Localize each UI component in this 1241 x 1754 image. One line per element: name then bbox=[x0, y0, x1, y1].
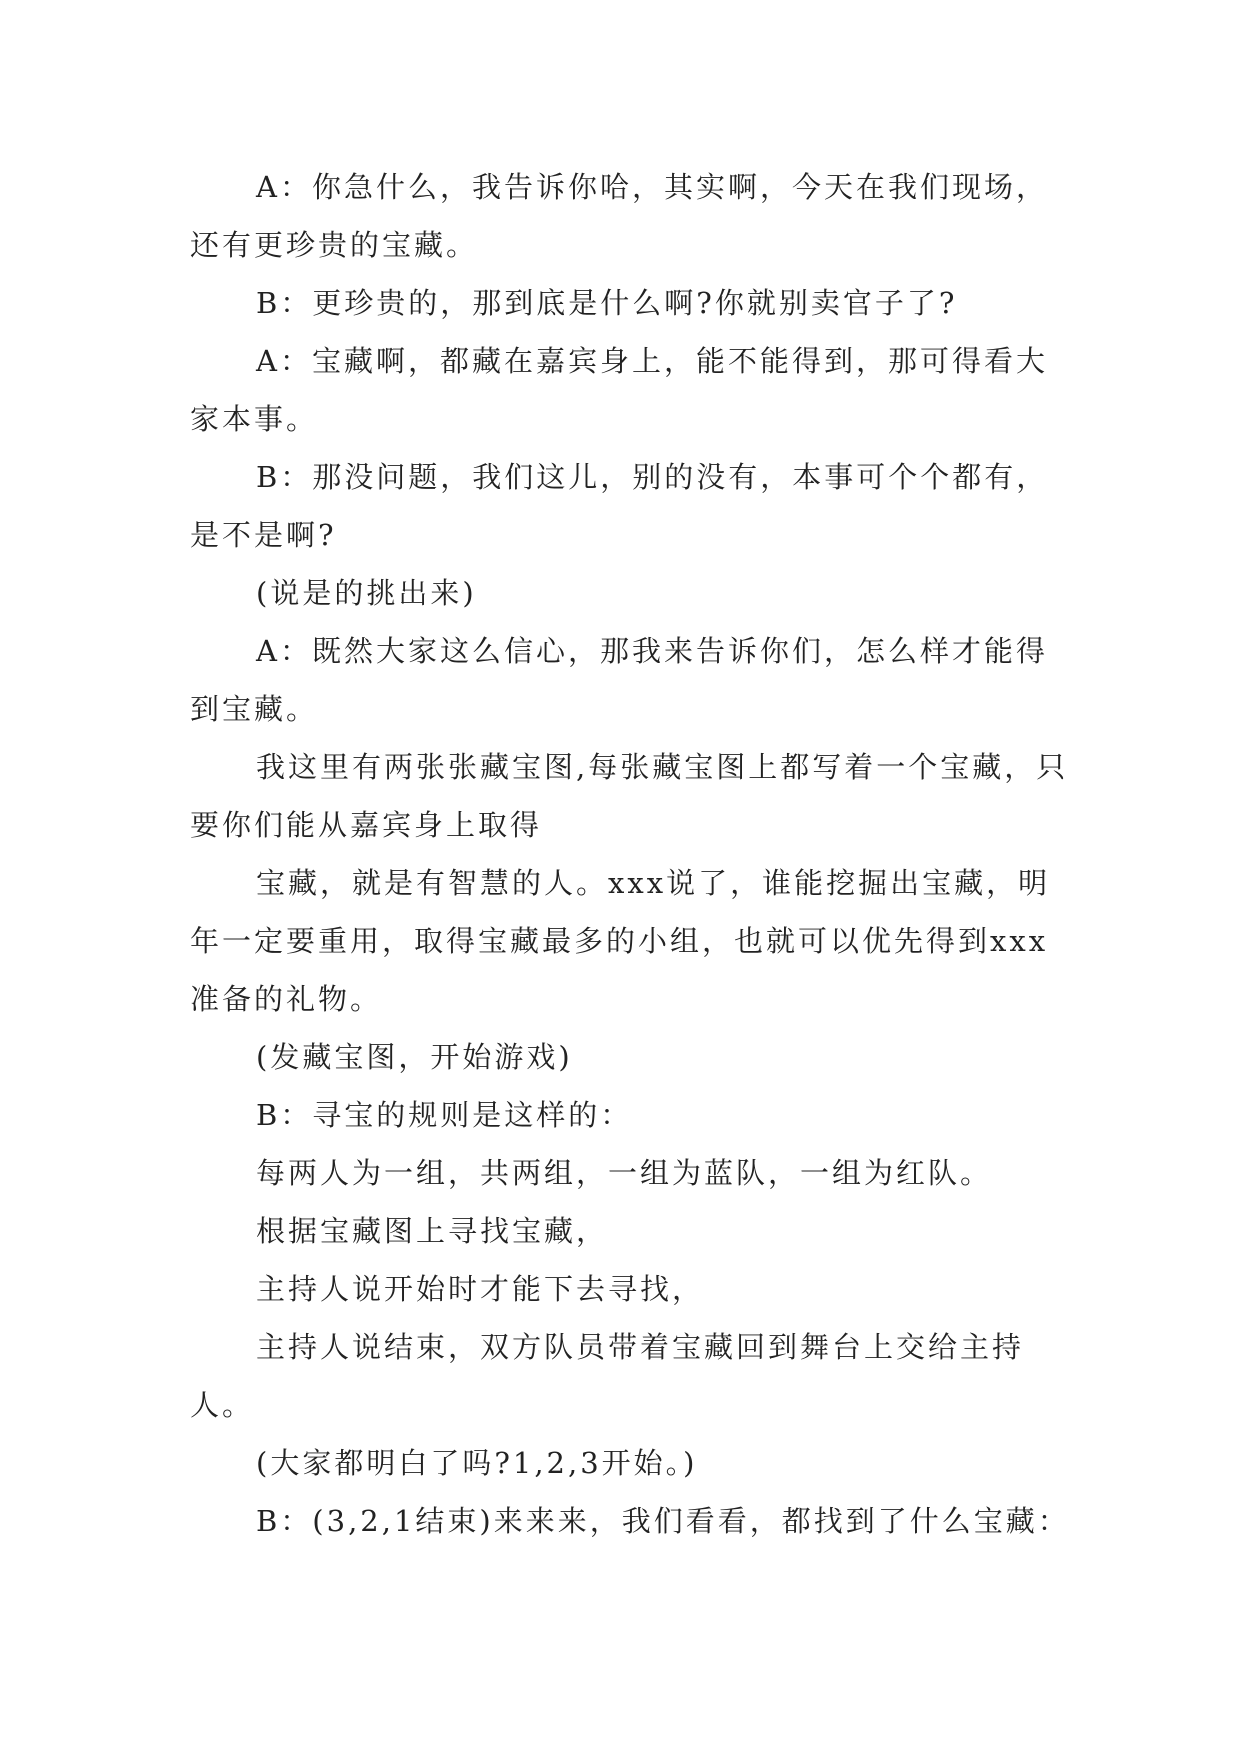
paragraph: 我这里有两张张藏宝图,每张藏宝图上都写着一个宝藏，只要你们能从嘉宾身上取得 bbox=[190, 750, 1069, 842]
document-body bbox=[190, 158, 1070, 1550]
paragraph: 每两人为一组，共两组，一组为蓝队，一组为红队。 bbox=[256, 1156, 993, 1190]
paragraph: B：寻宝的规则是这样的： bbox=[256, 1098, 633, 1132]
paragraph: (发藏宝图，开始游戏) bbox=[256, 1040, 573, 1074]
paragraph: 宝藏，就是有智慧的人。xxx说了，谁能挖掘出宝藏，明年一定要重用，取得宝藏最多的小组，也就可以优先得到xxx准备的礼物。 bbox=[190, 866, 1051, 1016]
paragraph: 主持人说开始时才能下去寻找， bbox=[256, 1272, 705, 1306]
paragraph: 主持人说结束，双方队员带着宝藏回到舞台上交给主持人。 bbox=[190, 1330, 1025, 1422]
paragraph: B：更珍贵的，那到底是什么啊?你就别卖官子了? bbox=[256, 286, 958, 320]
paragraph: A：既然大家这么信心，那我来告诉你们，怎么样才能得到宝藏。 bbox=[190, 634, 1048, 726]
paragraph: A：你急什么，我告诉你哈，其实啊，今天在我们现场，还有更珍贵的宝藏。 bbox=[190, 170, 1048, 262]
paragraph: B：那没问题，我们这儿，别的没有，本事可个个都有，是不是啊? bbox=[190, 460, 1049, 552]
paragraph: (大家都明白了吗?1,2,3开始。) bbox=[256, 1446, 698, 1480]
paragraph: B：(3,2,1结束)来来来，我们看看，都找到了什么宝藏： bbox=[256, 1504, 1070, 1538]
paragraph: A：宝藏啊，都藏在嘉宾身上，能不能得到，那可得看大家本事。 bbox=[190, 344, 1048, 436]
paragraph: (说是的挑出来) bbox=[256, 576, 477, 610]
paragraph: 根据宝藏图上寻找宝藏， bbox=[256, 1214, 609, 1248]
